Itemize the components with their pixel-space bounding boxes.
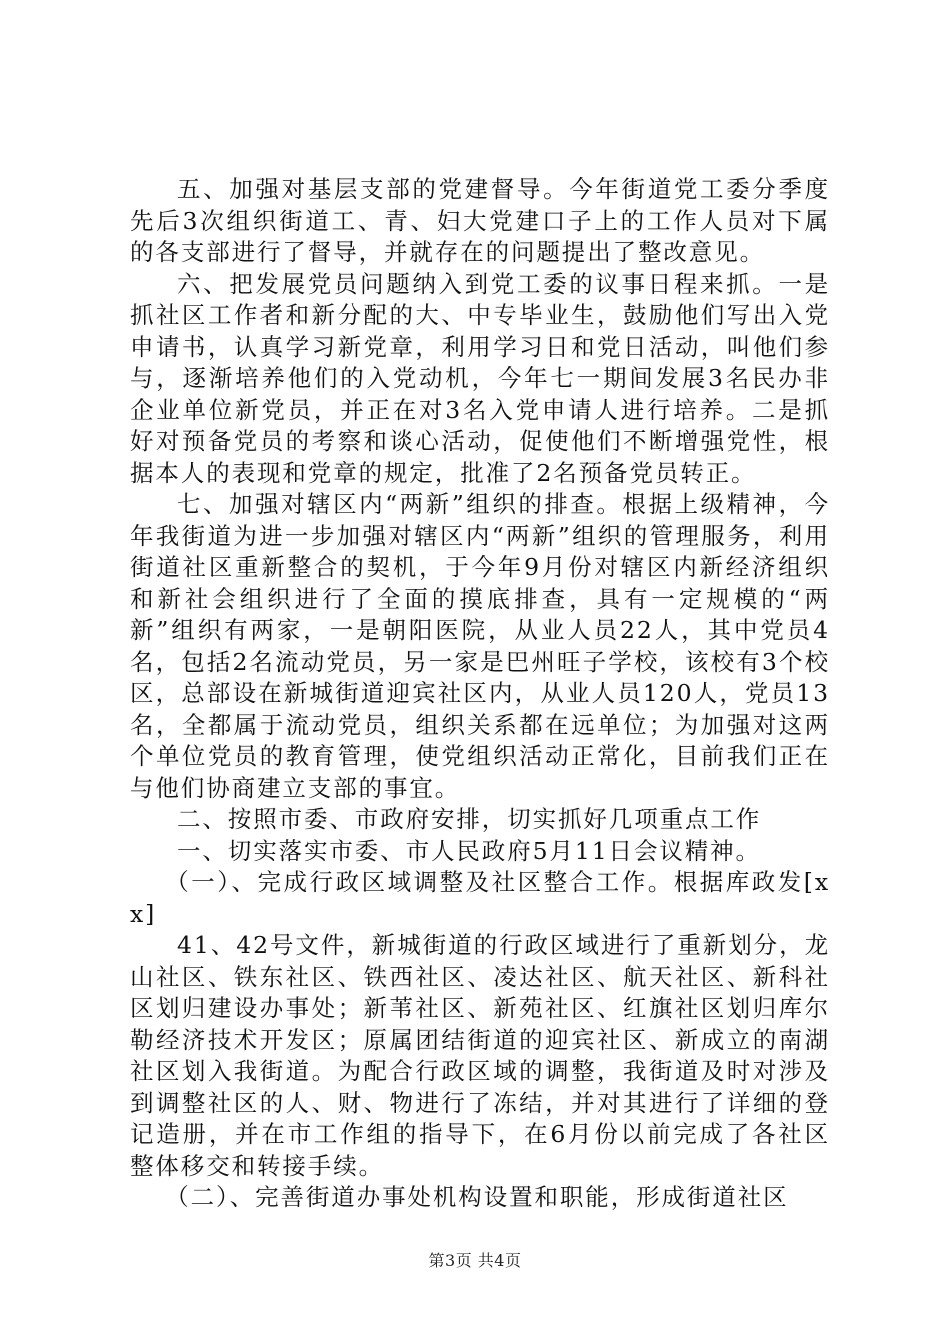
document-body <box>130 174 830 1214</box>
paragraph-item-5: 五、加强对基层支部的党建督导。今年街道党工委分季度先后3次组织街道工、青、妇大党建口子上的工作人员对下属的各支部进行了督导，并就存在的问题提出了整改意见。 <box>130 175 830 266</box>
subsection-heading-1: 一、切实落实市委、市人民政府5月11日会议精神。 <box>177 836 761 865</box>
subitem-heading-1: （一）、完成行政区域调整及社区整合工作。根据库政发[xx] <box>130 868 830 928</box>
paragraph-region-adjustment: 41、42号文件，新城街道的行政区域进行了重新划分，龙山社区、铁东社区、铁西社区、凌达社区、航天社区、新科社区划归建设办事处；新苇社区、新苑社区、红旗社区划归库尔勒经济技术开发区；原属团结街道的迎宾社区、新成立的南湖社区划入我街道。为配合行政区域的调整，我街道及时对涉及到调整社区的人、财、物进行了冻结，并对其进行了详细的登记造册，并在市工作组的指导下，在6月份以前完成了各社区整体移交和转接手续。 <box>130 931 830 1180</box>
subitem-heading-2: （二）、完善街道办事处机构设置和职能，形成街道社区 <box>165 1183 789 1211</box>
page-footer: 第3页 共4页 <box>428 1251 522 1270</box>
paragraph-item-6: 六、把发展党员问题纳入到党工委的议事日程来抓。一是抓社区工作者和新分配的大、中专毕业生，鼓励他们写出入党申请书，认真学习新党章，利用学习日和党日活动，叫他们参与，逐渐培养他们的入党动机，今年七一期间发展3名民办非企业单位新党员，并正在对3名入党申请人进行培养。二是抓好对预备党员的考察和谈心活动，促使他们不断增强党性，根据本人的表现和党章的规定，批准了2名预备党员转正。 <box>130 269 830 487</box>
paragraph-item-7: 七、加强对辖区内“两新”组织的排查。根据上级精神，今年我街道为进一步加强对辖区内“两新”组织的管理服务，利用街道社区重新整合的契机，于今年9月份对辖区内新经济组织和新社会组织进行了全面的摸底排查，具有一定规模的“两新”组织有两家，一是朝阳医院，从业人员22人，其中党员4名，包括2名流动党员，另一家是巴州旺子学校，该校有3个校区，总部设在新城街道迎宾社区内，从业人员120人，党员13名，全都属于流动党员，组织关系都在远单位；为加强对这两个单位党员的教育管理，使党组织活动正常化，目前我们正在与他们协商建立支部的事宜。 <box>130 490 830 802</box>
section-heading-2: 二、按照市委、市政府安排，切实抓好几项重点工作 <box>177 805 762 833</box>
